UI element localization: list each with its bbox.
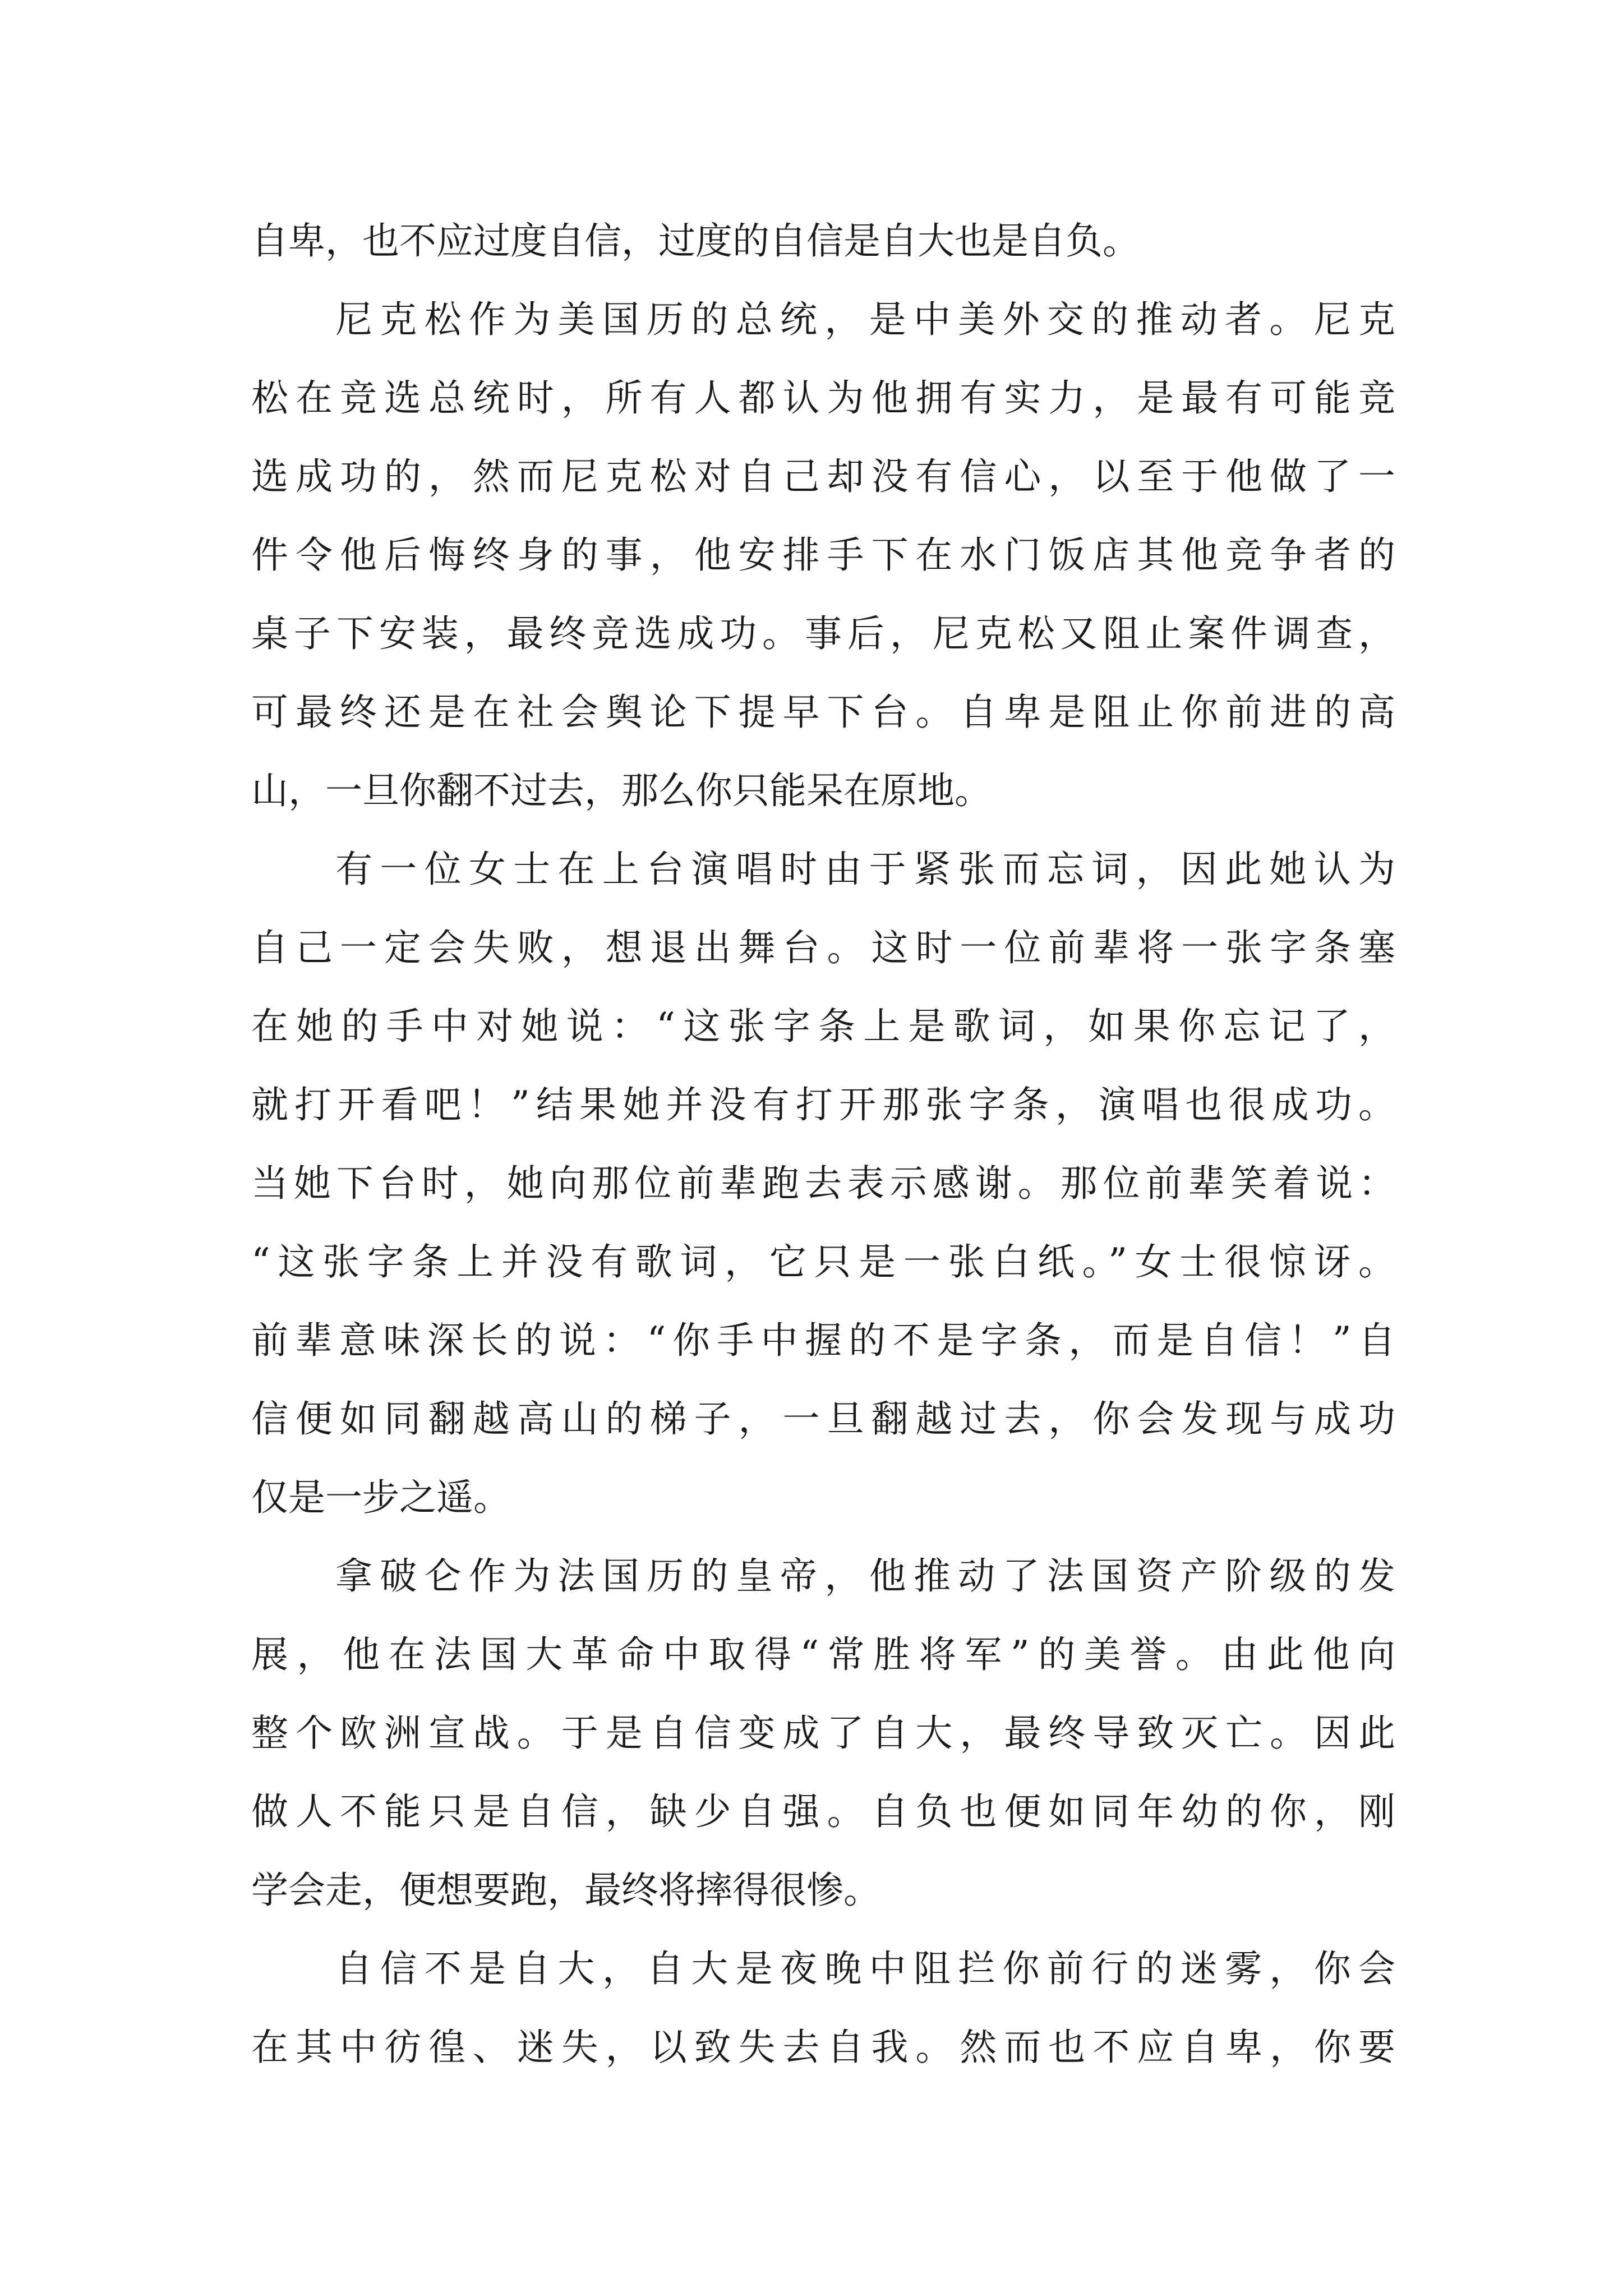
text-line: 仅是一步之遥。 — [251, 1476, 510, 1519]
text-line: 做人不能只是自信，缺少自强。自负也便如同年幼的你，刚 — [251, 1790, 1395, 1833]
text-line: 学会走，便想要跑，最终将摔得很惨。 — [251, 1869, 880, 1912]
document-body-text — [251, 202, 1395, 2087]
text-line: 自卑，也不应过度自信，过度的自信是自大也是自负。 — [251, 219, 1140, 263]
text-line: 桌子下安装，最终竞选成功。事后，尼克松又阻止案件调查， — [251, 612, 1395, 655]
text-line: 尼克松作为美国历的总统，是中美外交的推动者。尼克 — [335, 298, 1395, 341]
text-line: 在她的手中对她说：“这张字条上是歌词，如果你忘记了， — [251, 1005, 1395, 1048]
text-line: 就打开看吧！”结果她并没有打开那张字条，演唱也很成功。 — [251, 1083, 1395, 1126]
text-line: 自己一定会失败，想退出舞台。这时一位前辈将一张字条塞 — [251, 926, 1395, 969]
text-line: 选成功的，然而尼克松对自己却没有信心，以至于他做了一 — [251, 455, 1395, 498]
text-line: 整个欧洲宣战。于是自信变成了自大，最终导致灭亡。因此 — [251, 1711, 1395, 1755]
text-line: 自信不是自大，自大是夜晚中阻拦你前行的迷雾，你会 — [335, 1947, 1395, 1990]
text-line: 前辈意味深长的说：“你手中握的不是字条，而是自信！”自 — [251, 1319, 1395, 1362]
text-line: 在其中彷徨、迷失，以致失去自我。然而也不应自卑，你要 — [251, 2026, 1395, 2069]
text-line: 件令他后悔终身的事，他安排手下在水门饭店其他竞争者的 — [251, 533, 1395, 577]
text-line: 展，他在法国大革命中取得“常胜将军”的美誉。由此他向 — [251, 1633, 1395, 1676]
text-line: “这张字条上并没有歌词，它只是一张白纸。”女士很惊讶。 — [251, 1240, 1395, 1283]
text-line: 山，一旦你翻不过去，那么你只能呆在原地。 — [251, 769, 992, 812]
text-line: 信便如同翻越高山的梯子，一旦翻越过去，你会发现与成功 — [251, 1397, 1395, 1441]
text-line: 拿破仑作为法国历的皇帝，他推动了法国资产阶级的发 — [335, 1554, 1395, 1598]
text-line: 有一位女士在上台演唱时由于紧张而忘词，因此她认为 — [335, 848, 1395, 891]
text-line: 可最终还是在社会舆论下提早下台。自卑是阻止你前进的高 — [251, 691, 1395, 734]
text-line: 松在竞选总统时，所有人都认为他拥有实力，是最有可能竞 — [251, 376, 1395, 420]
text-line: 当她下台时，她向那位前辈跑去表示感谢。那位前辈笑着说： — [251, 1162, 1395, 1205]
